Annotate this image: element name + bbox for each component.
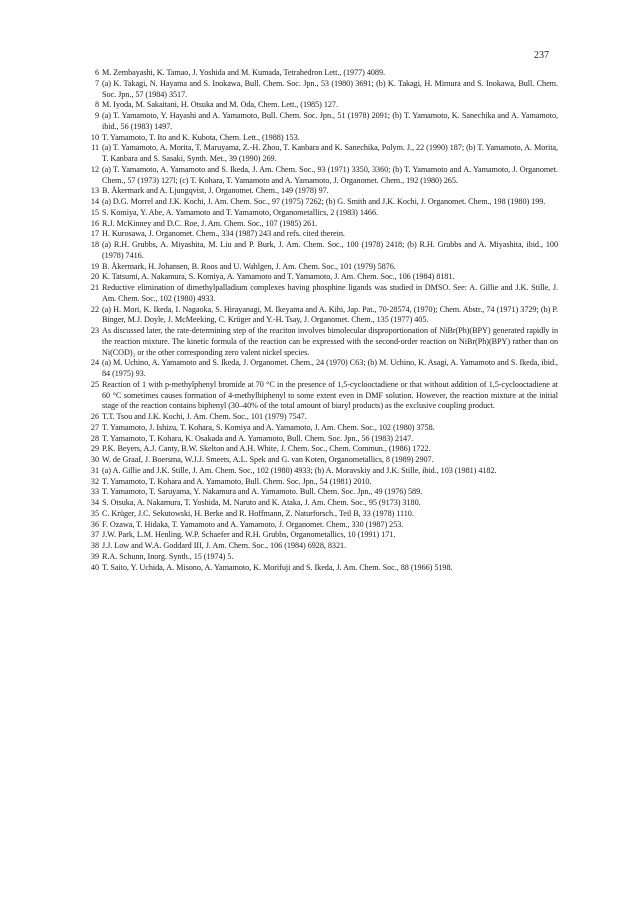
reference-number: 18 [90,240,99,249]
reference-text: (a) T. Yamamoto, A. Yamamoto and S. Ikeda, J. Am. Chem. Soc., 93 (1971) 3350, 3360; (b) T. Yamamoto and A. Yamamoto, J. Organomet. Chem., 57 (1973) 127l; (c) T. Kohara, T. Yamamoto and A. Yamamoto, J. Organomet. Chem., 192 (1980) 265. [102,164,558,185]
reference-item [88,133,558,144]
reference-number: 19 [90,261,99,271]
reference-number: 25 [90,379,99,389]
reference-text: Reductive elimination of dimethylpalladium complexes having phosphine ligands was studied in DMSO. See: A. Gillie and J.K. Stille, J. Am. Chem. Soc., 102 (1980) 4933. [102,283,558,303]
reference-item [88,434,558,445]
reference-text: W. de Graaf, J. Boersma, W.J.J. Smeets, A.L. Spek and G. van Koten, Organometallics, 8 (1989) 2907. [102,455,434,464]
reference-item [88,423,558,434]
reference-text: S. Komiya, Y. Abe, A. Yamamoto and T. Yamamoto, Organometallics, 2 (1983) 1466. [102,207,379,217]
reference-number: 14 [90,197,99,206]
reference-number: 12 [90,164,99,174]
reference-number: 8 [94,100,99,110]
reference-number: 39 [90,551,99,561]
reference-text: (a) A. Gillie and J.K. Stille, J. Am. Chem. Soc., 102 (1980) 4933; (b) A. Moravskiy and J.K. Stille, ibid., 103 (1981) 4182. [102,465,497,475]
reference-item [88,412,558,423]
reference-item [88,100,558,111]
reference-item [88,444,558,455]
reference-number: 37 [90,530,99,540]
reference-item [88,305,558,327]
reference-text: S. Otsuka, A. Nakamura, T. Yoshida, M. Naruto and K. Ataka, J. Am. Chem. Soc., 95 (9173) 3180. [102,498,421,507]
reference-text: J.J. Low and W.A. Goddard III, J. Am. Chem. Soc., 106 (1984) 6928, 8321. [102,541,347,550]
reference-number: 34 [90,498,99,507]
page-number: 237 [534,50,549,61]
reference-item [88,240,558,262]
reference-number: 21 [90,283,99,292]
reference-item [88,219,558,230]
reference-number: 35 [90,508,99,518]
reference-text: T. Yamamoto, T. Saruyama, Y. Nakamura and A. Yamamoto. Bull. Chem. Soc. Jpn., 49 (1976) 589. [102,487,423,497]
reference-number: 31 [90,465,99,475]
reference-text: (a) R.H. Grubbs, A. Miyashita, M. Liu and P. Burk, J. Am. Chem. Soc., 100 (1978) 2418; (b) R.H. Grubbs and A. Miyashita, ibid., 100 (1978) 7416. [102,240,558,260]
reference-text: B. Åkermark and A. Ljungqvist, J. Organomet. Chem., 149 (1978) 97. [102,186,329,196]
reference-text: (a) H. Mori, K. Ikeda, I. Nagaoka, S. Hirayanagi, M. Ikeyama and A. Kihi, Jap. Pat., 70-28574, (1970); Chem. Abstr., 74 (1971) 3729; (b) P. Binger, M.J. Doyle, J. McMeeking, C. Krüger and Y.-H. Tsay, J. Organomet. Chem., 135 (1977) 405. [102,304,558,325]
reference-text: M. Zembayashi, K. Tamao, J. Yoshida and M. Kumada, Tetrahedron Lett., (1977) 4089. [102,68,386,77]
reference-item [88,68,558,79]
reference-text: K. Tatsumi, A. Nakamura, S. Komiya, A. Yamamoto and T. Yamamoto, J. Am. Chem. Soc., 106 (1984) 8181. [102,272,455,282]
reference-number: 22 [90,304,99,314]
reference-item [88,143,558,165]
reference-item [88,498,558,509]
reference-item [88,208,558,219]
reference-text: As discussed later, the rate-determining step of the reaciton involves bimolecular disproportionation of NiBr(Ph)(BPY) generated rapidly in the reaction mixture. The kinetic formula of the reaction can be expressed with the second-order reaction on NiBr(Ph)(BPY) rather than on Ni(COD)₂ or the other corresponding zero valent nickel species. [102,326,558,357]
reference-number: 24 [90,358,99,368]
reference-number: 33 [90,487,99,497]
reference-number: 11 [91,143,99,153]
reference-text: T. Yamamoto, T. Ito and K. Kubota, Chem. Lett., (1988) 153. [102,132,300,142]
reference-item [88,79,558,101]
reference-number: 10 [90,132,99,142]
reference-number: 28 [90,433,99,443]
reference-text: C. Krüger, J.C. Sekutowski, H. Berke and R. Hoffmann, Z. Naturforsch., Teil B, 33 (1978) 1110. [102,508,414,518]
reference-item [88,262,558,273]
reference-item [88,186,558,197]
reference-number: 17 [90,229,99,239]
reference-item [88,530,558,541]
reference-list [88,68,558,573]
reference-text: (a) M. Uchino, A. Yamamoto and S. Ikeda, J. Organomet. Chem., 24 (1970) C63; (b) M. Uchino, K. Asagi, A. Yamamoto and S. Ikeda, ibid., 84 (1975) 93. [102,358,558,378]
reference-text: T. Saito, Y. Uchida, A. Misono, A. Yamamoto, K. Morifuji and S. Ikeda, J. Am. Chem. Soc., 88 (1966) 5198. [102,562,453,572]
reference-item [88,466,558,477]
reference-text: H. Kurosawa, J. Organomet. Chem., 334 (1987) 243 and refs. cited therein. [102,229,345,239]
reference-text: (a) T. Yamamoto, Y. Hayashi and A. Yamamoto, Bull. Chem. Soc. Jpn., 51 (1978) 2091; (b) T. Yamamoto, K. Sanechika and A. Yamamoto, ibid., 56 (1983) 1497. [102,111,558,131]
reference-text: T. Yamamoto, T. Kohara and A. Yamamoto, Bull. Chem. Soc. Jpn., 54 (1981) 2010. [102,476,372,486]
reference-item [88,326,558,358]
reference-text: P.K. Beyers, A.J. Canty, B.W. Skelton and A.H. White, J. Chem. Soc., Chem. Commun., (1986) 1722. [102,444,431,454]
reference-item [88,358,558,380]
reference-item [88,520,558,531]
reference-item [88,552,558,563]
reference-number: 6 [94,68,99,77]
reference-number: 20 [90,272,99,282]
reference-text: T. Yamamoto, J. Ishizu, T. Kohara, S. Komiya and A. Yamamoto, J. Am. Chem. Soc., 102 (1980) 3758. [102,422,435,432]
reference-text: F. Ozawa, T. Hidaka, T. Yamamoto and A. Yamamoto, J. Organomet. Chem., 330 (1987) 253. [102,519,404,529]
reference-item [88,509,558,520]
reference-number: 40 [90,562,99,572]
reference-item [88,111,558,133]
reference-number: 13 [90,186,99,196]
reference-number: 36 [90,519,99,529]
reference-number: 30 [90,455,99,464]
reference-item [88,541,558,552]
reference-item [88,229,558,240]
reference-text: (a) K. Takagi, N. Hayama and S. Inokawa, Bull. Chem. Soc. Jpn., 53 (1980) 3691; (b) K. Takagi, H. Mimura and S. Inokawa, Bull. Chem. Soc. Jpn., 57 (1984) 3517. [102,78,558,99]
reference-text: (a) D.G. Morrel and J.K. Kochi, J. Am. Chem. Soc., 97 (1975) 7262; (b) G. Smith and J.K. Kochi, J. Organomet. Chem., 198 (1980) 199. [102,197,546,206]
reference-item [88,455,558,466]
reference-number: 32 [90,476,99,486]
reference-text: Reaction of 1 with p-methylphenyl bromide at 70 °C in the presence of 1,5-cyclooctadiene or that without addition of 1,5-cyclooctadiene at 60 °C sometimes causes formation of 4-methylbiphenyl to some extent even in DMF solution. However, the reaction mixture at the initial stage of the reaction contains biphenyl (30–40% of the total amount of biaryl products) as the exclusive coupling product. [102,379,558,411]
reference-number: 16 [90,218,99,228]
reference-number: 23 [90,326,99,335]
reference-item [88,477,558,488]
reference-number: 15 [90,207,99,217]
reference-item [88,197,558,208]
reference-text: J.W. Park, L.M. Henling, W.P. Schaefer and R.H. Grubbs, Organometallics, 10 (1991) 171. [102,530,396,540]
reference-item [88,487,558,498]
reference-item [88,563,558,574]
reference-text: T. Yamamoto, T. Kohara, K. Osakada and A. Yamamoto, Bull. Chem. Soc. Jpn., 56 (1983) 2147. [102,433,414,443]
reference-text: T.T. Tsou and J.K. Kochi, J. Am. Chem. Soc., 101 (1979) 7547. [102,412,307,421]
reference-item [88,272,558,283]
reference-text: (a) T. Yamamoto, A. Morita, T. Maruyama, Z.-H. Zhou, T. Kanbara and K. Sanechika, Polym. J., 22 (1990) 187; (b) T. Yamamoto, A. Morita, T. Kanbara and S. Sasaki, Synth. Met., 39 (1990) 269. [102,143,558,163]
reference-number: 29 [90,444,99,454]
reference-text: R.J. McKinney and D.C. Roe, J. Am. Chem. Soc., 107 (1985) 261. [102,218,318,228]
reference-item [88,165,558,187]
reference-number: 9 [94,111,99,120]
reference-number: 27 [90,422,99,432]
reference-text: R.A. Schunn, Inorg. Synth., 15 (1974) 5. [102,551,234,561]
reference-text: B. Åkermark, H. Johansen, B. Roos and U. Wahlgen, J. Am. Chem. Soc., 101 (1979) 5876. [102,261,396,271]
reference-item [88,283,558,305]
reference-number: 26 [90,412,99,421]
reference-text: M. Iyoda, M. Sakaitani, H. Otsuka and M. Oda, Chem. Lett., (1985) 127. [102,100,338,110]
reference-number: 38 [90,541,99,550]
reference-number: 7 [94,78,99,88]
reference-item [88,380,558,412]
